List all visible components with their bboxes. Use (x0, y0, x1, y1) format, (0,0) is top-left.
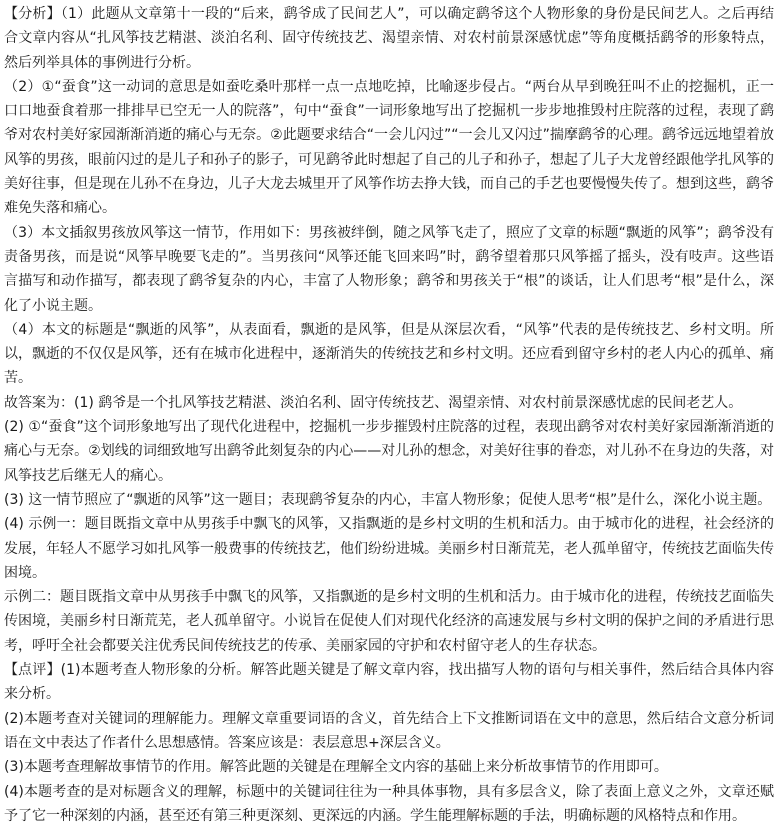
answer-part-2: (2) ①“蚕食”这个词形象地写出了现代化进程中，挖掘机一步步摧毁村庄院落的过程，表现出鹞爷对农村美好家园渐渐消逝的痛心与无奈。②划线的词细致地写出鹞爷此刻复杂的内心——对儿孙的想念，对美好往事的眷恋，对儿孙不在身边的失落，对风筝技艺后继无人的痛心。 (4, 419, 774, 484)
answer-part-4-example-1: (4) 示例一：题目既指文章中从男孩手中飘飞的风筝，又指飘逝的是乡村文明的生机和活力。由于城市化的进程，社会经济的发展，年轻人不愿学习如扎风筝一般费事的传统技艺，他们纷纷进城。美丽乡村日渐荒芜，老人孤单留守，传统技艺面临失传困境。 (4, 516, 774, 581)
comment-part-2: (2)本题考查对关键词的理解能力。理解文章重要词语的含义，首先结合上下文推断词语在文中的意思，然后结合文意分析词语在文中表达了作者什么思想感情。答案应该是：表层意思+深层含义。 (4, 710, 774, 751)
analysis-part-2: （2）①“蚕食”这一动词的意思是如蚕吃桑叶那样一点一点地吃掉，比喻逐步侵占。“两台从早到晚狂叫不止的挖掘机，正一口口地蚕食着那一排排早已空无一人的院落”，句中“蚕食”一词形象地写出了挖掘机一步步地推毁村庄院落的过程，表现了鹞爷对农村美好家园渐渐消逝的痛心与无奈。②此题要求结合“一会儿闪过”“一会儿又闪过”揣摩鹞爷的心理。鹞爷远远地望着放风筝的男孩，眼前闪过的是儿子和孙子的影子，可见鹞爷此时想起了自己的儿子和孙子，想起了儿子大龙曾经跟他学扎风筝的美好往事，但是现在儿孙不在身边，儿子大龙去城里开了风筝作坊去挣大钱，而自己的手艺也要慢慢失传了。想到这些，鹞爷难免失落和痛心。 (4, 78, 774, 217)
analysis-part-3: （3）本文插叙男孩放风筝这一情节，作用如下：男孩被绊倒，随之风筝飞走了，照应了文章的标题“飘逝的风筝”；鹞爷没有责备男孩，而是说“风筝早晚要飞走的”。当男孩问“风筝还能飞回来吗”时，鹞爷望着那只风筝摇了摇头，没有吱声。这些语言描写和动作描写，都表现了鹞爷复杂的内心，丰富了人物形象；鹞爷和男孩关于“根”的谈话，让人们思考“根”是什么，深化了小说主题。 (4, 224, 774, 314)
comment-part-1: 【点评】(1)本题考查人物形象的分析。解答此题关键是了解文章内容，找出描写人物的语句与相关事件，然后结合具体内容来分析。 (4, 662, 774, 703)
answer-part-4-example-2: 示例二：题目既指文章中从男孩手中飘飞的风筝，又指飘逝的是乡村文明的生机和活力。由于城市化的进程，传统技艺面临失传困境，美丽乡村日渐荒芜，老人孤单留守。小说旨在促使人们对现代化经济的高速发展与乡村文明的保护之间的矛盾进行思考，呼吁全社会都要关注优秀民间传统技艺的传承、美丽家园的守护和农村留守老人的生存状态。 (4, 589, 774, 654)
comment-part-3: (3)本题考查理解故事情节的作用。解答此题的关键是在理解全文内容的基础上来分析故事情节的作用即可。 (4, 759, 668, 776)
answer-part-3: (3) 这一情节照应了“飘逝的风筝”这一题目；表现鹞爷复杂的内心，丰富人物形象；促使人思考“根”是什么，深化小说主题。 (4, 491, 772, 508)
comment-part-4: (4)本题考查的是对标题含义的理解，标题中的关键词往往为一种具体事物，具有多层含义，除了表面上意义之外，文章还赋予了它一种深刻的内涵，甚至还有第三种更深刻、更深远的内涵。学生能理解标题的手法，明确标题的风格特点和作用。 (4, 783, 774, 824)
analysis-part-1: 【分析】（1）此题从文章第十一段的“后来，鹞爷成了民间艺人”，可以确定鹞爷这个人物形象的身份是民间艺人。之后再结合文章内容从“扎风筝技艺精湛、淡泊名利、固守传统技艺、渴望亲情、对农村前景深感忧虑”等角度概括鹞爷的形象特点，然后列举具体的事例进行分析。 (4, 6, 774, 71)
answer-part-1: 故答案为：(1) 鹞爷是一个扎风筝技艺精湛、淡泊名利、固守传统技艺、渴望亲情、对农村前景深感忧虑的民间老艺人。 (4, 394, 743, 411)
analysis-part-4: （4）本文的标题是“飘逝的风筝”，从表面看，飘逝的是风筝，但是从深层次看，“风筝”代表的是传统技艺、乡村文明。所以，飘逝的不仅仅是风筝，还有在城市化进程中，逐渐消失的传统技艺和乡村文明。还应看到留守乡村的老人内心的孤单、痛苦。 (4, 321, 774, 387)
